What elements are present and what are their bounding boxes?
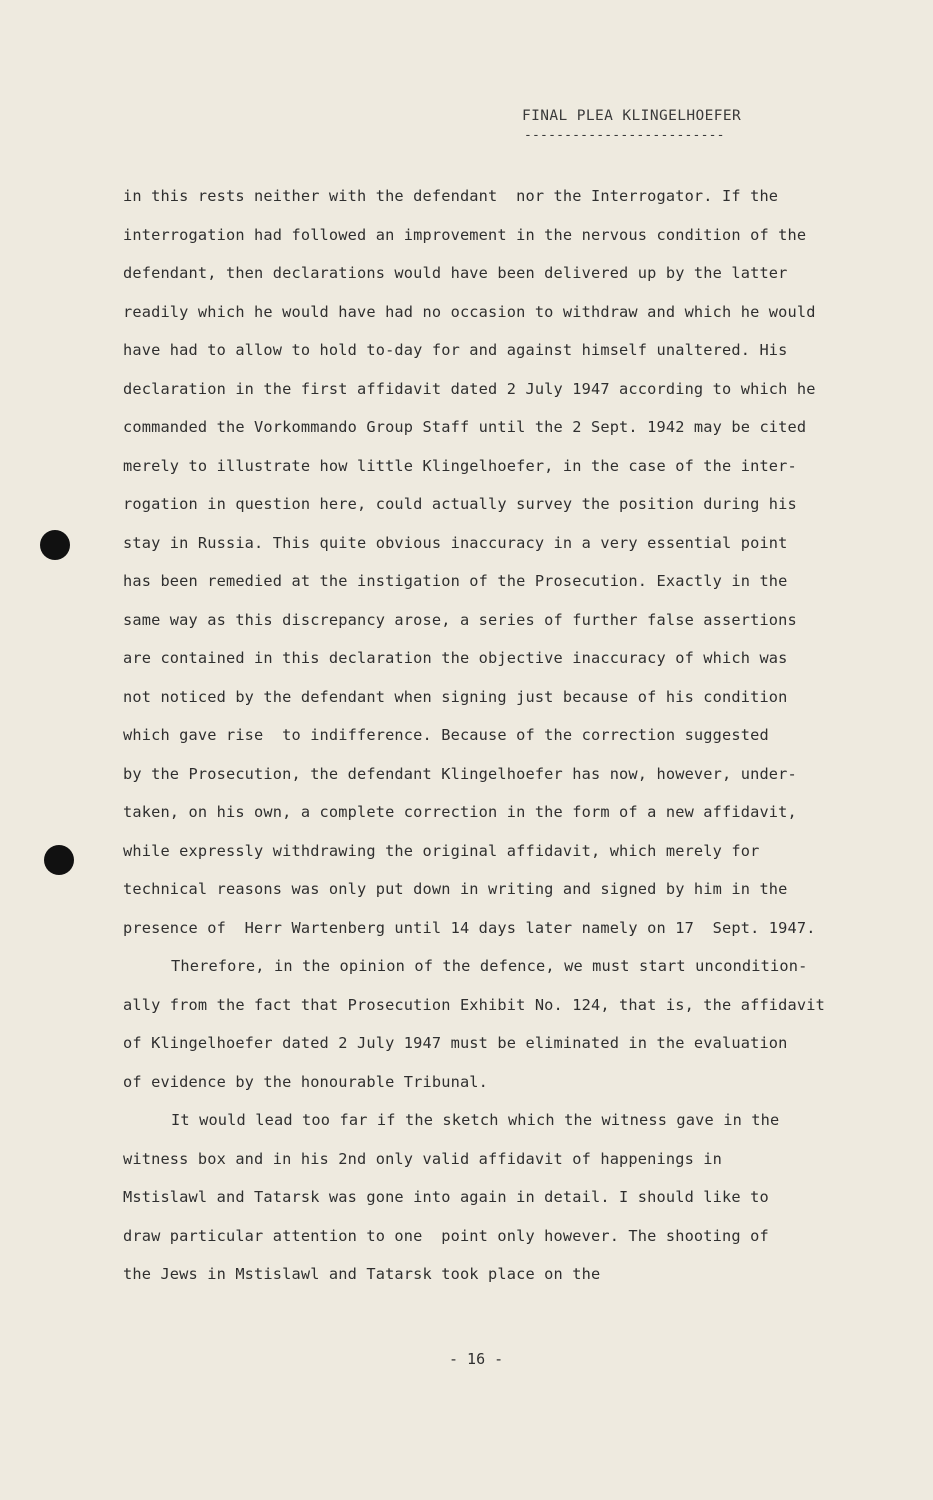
text-line: draw particular attention to one point only however. The shooting of <box>123 1226 769 1245</box>
text-line: defendant, then declarations would have been delivered up by the latter <box>123 264 788 282</box>
text-line: taken, on his own, a complete correction in the form of a new affidavit, <box>123 803 797 821</box>
punch-hole-bottom <box>44 845 74 875</box>
page-header-title: FINAL PLEA KLINGELHOEFER <box>522 108 742 124</box>
text-line: interrogation had followed an improvement in the nervous condition of the <box>123 225 807 244</box>
punch-hole-top <box>40 530 70 560</box>
text-line: by the Prosecution, the defendant Klingelhoefer has now, however, under- <box>123 764 797 783</box>
header-underline: ------------------------- <box>524 128 725 143</box>
page-number: - 16 - <box>449 1350 504 1368</box>
body-text <box>123 183 863 1300</box>
text-line: have had to allow to hold to-day for and against himself unaltered. His <box>123 341 788 359</box>
text-line: has been remedied at the instigation of the Prosecution. Exactly in the <box>123 572 788 590</box>
text-line: of evidence by the honourable Tribunal. <box>123 1072 489 1091</box>
text-line: presence of Herr Wartenberg until 14 days later namely on 17 Sept. 1947. <box>123 918 816 937</box>
text-line: rogation in question here, could actually survey the position during his <box>123 495 797 513</box>
text-line: not noticed by the defendant when signing just because of his condition <box>123 687 788 706</box>
text-line: of Klingelhoefer dated 2 July 1947 must be eliminated in the evaluation <box>123 1034 788 1052</box>
text-line: in this rests neither with the defendant nor the Interrogator. If the <box>123 187 779 205</box>
text-line: merely to illustrate how little Klingelhoefer, in the case of the inter- <box>123 456 797 475</box>
text-line: commanded the Vorkommando Group Staff until the 2 Sept. 1942 may be cited <box>123 418 807 436</box>
text-line: which gave rise to indifference. Because of the correction suggested <box>123 726 769 744</box>
text-line: declaration in the first affidavit dated 2 July 1947 according to which he <box>123 379 816 398</box>
text-line: stay in Russia. This quite obvious inaccuracy in a very essential point <box>123 533 788 552</box>
text-line: while expressly withdrawing the original affidavit, which merely for <box>123 841 760 860</box>
text-line: It would lead too far if the sketch which the witness gave in the <box>171 1111 780 1129</box>
text-line: witness box and in his 2nd only valid affidavit of happenings in <box>123 1149 723 1168</box>
text-line: Mstislawl and Tatarsk was gone into again in detail. I should like to <box>123 1188 769 1206</box>
text-line: same way as this discrepancy arose, a series of further false assertions <box>123 610 797 629</box>
text-line: readily which he would have had no occasion to withdraw and which he would <box>123 302 816 321</box>
text-line: Therefore, in the opinion of the defence, we must start uncondition- <box>171 957 808 975</box>
text-line: ally from the fact that Prosecution Exhibit No. 124, that is, the affidavit <box>123 995 825 1014</box>
text-line: technical reasons was only put down in writing and signed by him in the <box>123 880 788 898</box>
text-line: are contained in this declaration the objective inaccuracy of which was <box>123 649 788 667</box>
text-line: the Jews in Mstislawl and Tatarsk took place on the <box>123 1265 601 1283</box>
